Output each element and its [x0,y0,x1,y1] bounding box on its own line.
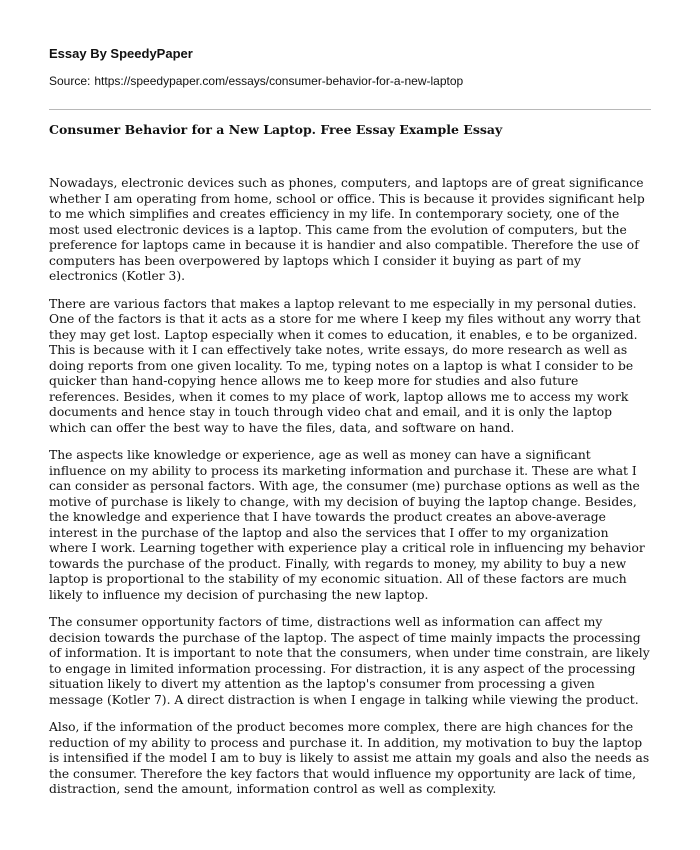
essay-paragraph: Nowadays, electronic devices such as phones, computers, and laptops are of great significance whether I am operating from home, school or office. This is because it provides significant help to me which simplifies and creates efficiency in my life. In contemporary society, one of the most used electronic devices is a laptop. This came from the evolution of computers, but the preference for laptops came in because it is handier and also compatible. Therefore the use of computers has been overpowered by laptops which I consider it buying as part of my electronics (Kotler 3). [49,176,645,283]
source-url: https://speedypaper.com/essays/consumer-behavior-for-a-new-laptop [94,74,464,88]
source-line [49,74,651,89]
essay-paragraph: The consumer opportunity factors of time, distractions well as information can affect my decision towards the purchase of the laptop. The aspect of time mainly impacts the processing of information. It is important to note that the consumers, when under time constrain, are likely to engage in limited information processing. For distraction, it is any aspect of the processing situation likely to divert my attention as the laptop's consumer from processing a given message (Kotler 7). A direct distraction is when I engage in talking while viewing the product. [49,615,650,707]
header-divider [49,109,651,110]
essay-title: Consumer Behavior for a New Laptop. Free Essay Example Essay [49,122,503,137]
source-label: Source: [49,74,91,88]
essay-paragraph: There are various factors that makes a laptop relevant to me especially in my personal duties. One of the factors is that it acts as a store for me where I keep my files without any worry that they may get lost. Laptop especially when it comes to education, it enables, e to be organized. This is because with it I can effectively take notes, write essays, do more research as well as doing reports from one given locality. To me, typing notes on a laptop is what I consider to be quicker than hand-copying hence allows me to keep more for studies and also future references. Besides, when it comes to my place of work, laptop allows me to access my work documents and hence stay in touch through video chat and email, and it is only the laptop which can offer the best way to have the files, data, and software on hand. [49,296,641,435]
essay-body [49,176,651,798]
essay-paragraph: The aspects like knowledge or experience, age as well as money can have a significant influence on my ability to process its marketing information and purchase it. These are what I can consider as personal factors. With age, the consumer (me) purchase options as well as the motive of purchase is likely to change, with my decision of buying the laptop change. Besides, the knowledge and experience that I have towards the product creates an above-average interest in the purchase of the laptop and also the services that I offer to my organization where I work. Learning together with experience play a critical role in influencing my behavior towards the purchase of the product. Finally, with regards to money, my ability to buy a new laptop is proportional to the stability of my economic situation. All of these factors are much likely to influence my decision of purchasing the new laptop. [49,448,645,602]
essay-source-title: Essay By SpeedyPaper [49,46,193,61]
essay-paragraph: Also, if the information of the product becomes more complex, there are high chances for the reduction of my ability to process and purchase it. In addition, my motivation to buy the laptop is intensified if the model I am to buy is likely to assist me attain my goals and also the needs as the consumer. Therefore the key factors that would influence my opportunity are lack of time, distraction, send the amount, information control as well as complexity. [49,720,650,796]
